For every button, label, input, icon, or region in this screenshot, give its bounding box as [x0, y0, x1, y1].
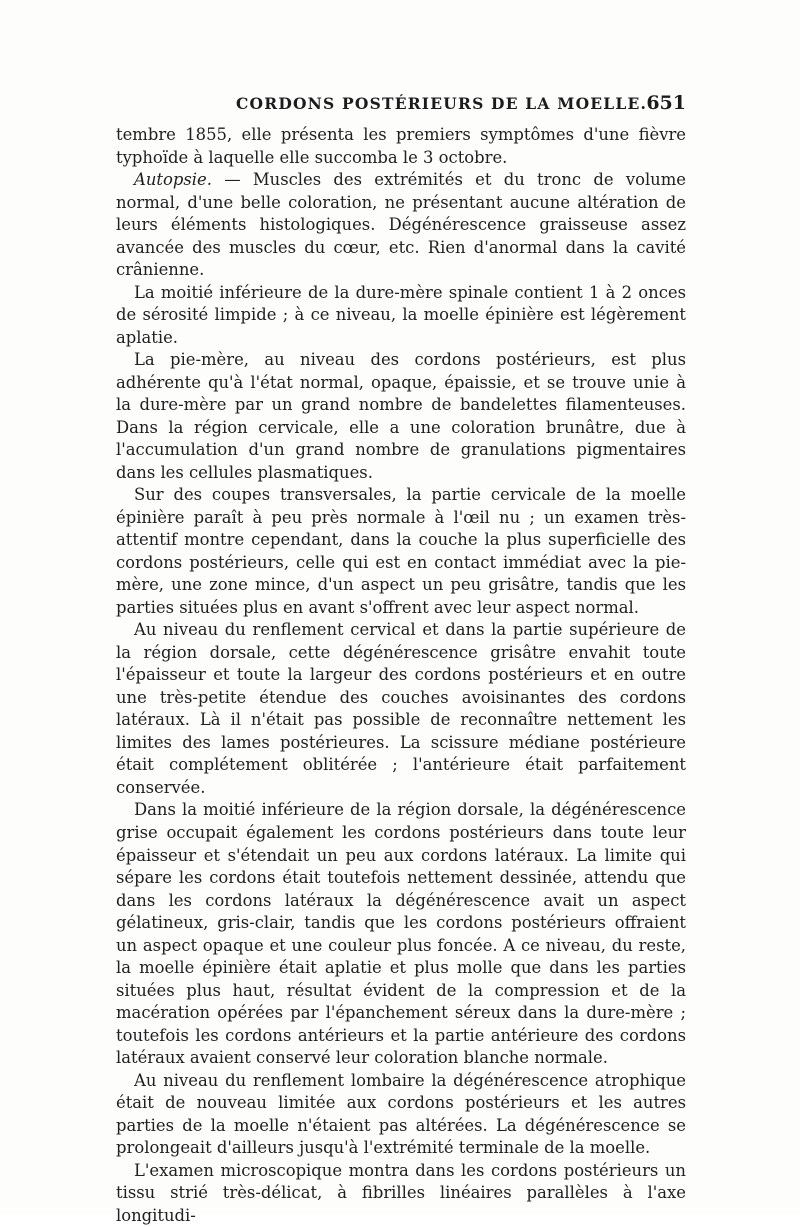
paragraph-text: L'examen microscopique montra dans les cordons postérieurs un tissu strié très-délicat, à fibrilles linéaires parallèles à l'axe longitudi- — [116, 1160, 686, 1225]
paragraph-renflement-cervical — [116, 619, 686, 799]
paragraph-lead: Autopsie. — [134, 170, 212, 190]
body-text — [116, 124, 686, 1227]
paragraph-text: La moitié inférieure de la dure-mère spinale contient 1 à 2 onces de sérosité limpide ; à ce niveau, la moelle épinière est légèrement aplatie. — [116, 282, 686, 347]
paragraph-text: — Muscles des extrémités et du tronc de volume normal, d'une belle coloration, ne présentant aucune altération de leurs éléments histologiques. Dégénérescence graisseuse assez avancée des muscles du cœur, etc. Rien d'anormal dans la cavité crânienne. — [116, 170, 686, 280]
page-number: 651 — [646, 92, 686, 114]
paragraph-dure-mere — [116, 282, 686, 350]
paragraph-renflement-lombaire — [116, 1070, 686, 1160]
page-header — [116, 92, 686, 120]
paragraph-text: Dans la moitié inférieure de la région dorsale, la dégénérescence grise occupait également les cordons postérieurs dans toute leur épaisseur et s'étendait un peu aux cordons latéraux. La limite qui sépare les cordons était toutefois nettement dessinée, attendu que dans les cordons latéraux la dégénérescence avait un aspect gélatineux, gris-clair, tandis que les cordons postérieurs offraient un aspect opaque et une couleur plus foncée. A ce niveau, du reste, la moelle épinière était aplatie et plus molle que dans les parties situées plus haut, résultat évident de la compression et de la macération opérées par l'épanchement séreux dans la dure-mère ; toutefois les cordons antérieurs et la partie antérieure des cordons latéraux avaient conservé leur coloration blanche normale. — [116, 800, 686, 1068]
running-title: CORDONS POSTÉRIEURS DE LA MOELLE. — [236, 94, 648, 113]
paragraph-continuation — [116, 124, 686, 169]
paragraph-text: Au niveau du renflement lombaire la dégénérescence atrophique était de nouveau limitée aux cordons postérieurs et les autres parties de la moelle n'étaient pas altérées. La dégénérescence se prolongeait d'ailleurs jusqu'à l'extrémité terminale de la moelle. — [116, 1070, 686, 1158]
paragraph-coupes-transversales — [116, 484, 686, 619]
paragraph-text: La pie-mère, au niveau des cordons postérieurs, est plus adhérente qu'à l'état normal, opaque, épaissie, et se trouve unie à la dure-mère par un grand nombre de bandelettes filamenteuses. Dans la région cervicale, elle a une coloration brunâtre, due à l'accumulation d'un grand nombre de granulations pigmentaires dans les cellules plasmatiques. — [116, 350, 686, 482]
paragraph-text: Au niveau du renflement cervical et dans la partie supérieure de la région dorsale, cette dégénérescence grisâtre envahit toute l'épaisseur et toute la largeur des cordons postérieurs et en outre une très-petite étendue des couches avoisinantes des cordons latéraux. Là il n'était pas possible de reconnaître nettement les limites des lames postérieures. La scissure médiane postérieure était complétement oblitérée ; l'antérieure était parfaitement conservée. — [116, 620, 686, 797]
paragraph-examen-microscopique — [116, 1160, 686, 1227]
paragraph-text: tembre 1855, elle présenta les premiers symptômes d'une fièvre typhoïde à laquelle elle succomba le 3 octobre. — [116, 125, 686, 167]
paragraph-autopsie — [116, 169, 686, 282]
paragraph-text: Sur des coupes transversales, la partie cervicale de la moelle épinière paraît à peu près normale à l'œil nu ; un examen très-attentif montre cependant, dans la couche la plus superficielle des cordons postérieurs, celle qui est en contact immédiat avec la pie-mère, une zone mince, d'un aspect un peu grisâtre, tandis que les parties situées plus en avant s'offrent avec leur aspect normal. — [116, 485, 686, 617]
paragraph-region-dorsale — [116, 799, 686, 1069]
paragraph-pie-mere — [116, 349, 686, 484]
